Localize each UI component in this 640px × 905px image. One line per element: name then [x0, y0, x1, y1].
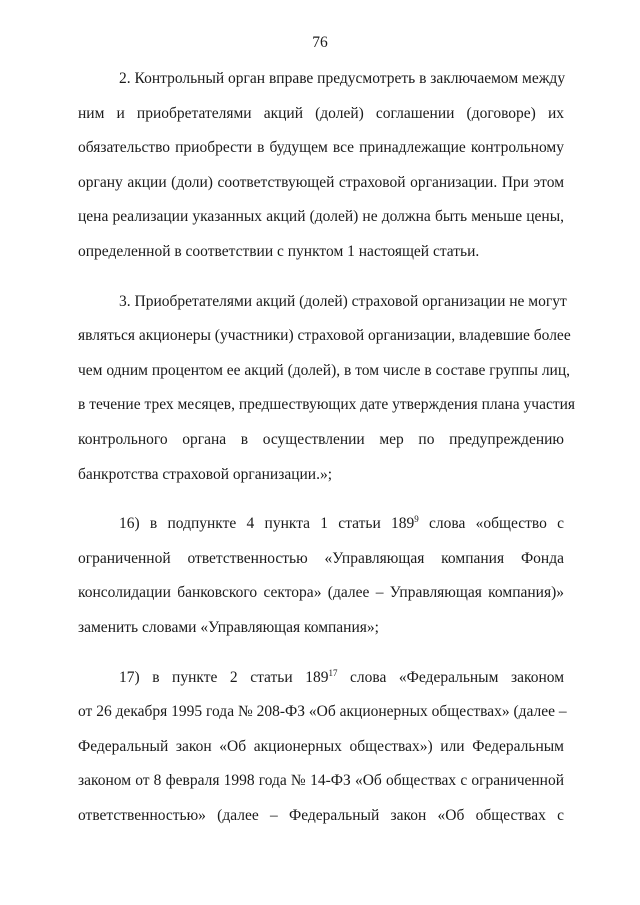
- text-line: ответственностью» (далее – Федеральный закон «Об обществах с: [78, 806, 564, 824]
- text-fragment: слова «Федеральным законом: [337, 668, 565, 686]
- text-line: определенной в соответствии с пунктом 1 настоящей статьи.: [78, 242, 480, 260]
- document-body: [78, 62, 576, 848]
- text-line: чем одним процентом ее акций (долей), в том числе в составе группы лиц,: [78, 361, 571, 379]
- text-line: банкротства страховой организации.»;: [78, 465, 333, 483]
- text-line: 2. Контрольный орган вправе предусмотреть в заключаемом между: [119, 70, 566, 87]
- item-17: [78, 661, 567, 834]
- text-line: Федеральный закон «Об акционерных обществах») или Федеральным: [78, 737, 564, 755]
- text-fragment: 17) в пункте 2 статьи 189: [119, 668, 329, 686]
- page-number: 76: [312, 34, 328, 51]
- paragraph-2: [78, 62, 564, 270]
- text-line: законом от 8 февраля 1998 года № 14-ФЗ «Об обществах с ограниченной: [78, 772, 564, 790]
- text-line: контрольного органа в осуществлении мер по предупреждению: [78, 430, 564, 448]
- text-line: в течение трех месяцев, предшествующих дате утверждения плана участия: [78, 396, 576, 414]
- text-line: обязательство приобрести в будущем все принадлежащие контрольному: [78, 139, 564, 157]
- text-line: цена реализации указанных акций (долей) не должна быть меньше цены,: [78, 208, 564, 226]
- text-line: органу акции (доли) соответствующей страховой организации. При этом: [78, 173, 564, 191]
- text-line: консолидации банковского сектора» (далее – Управляющая компания)»: [78, 584, 564, 602]
- text-line: ограниченной ответственностью «Управляющая компания Фонда: [78, 549, 564, 567]
- superscript: 17: [328, 667, 338, 678]
- text-line: заменить словами «Управляющая компания»;: [78, 618, 379, 636]
- paragraph-3: [78, 285, 576, 493]
- text-line: от 26 декабря 1995 года № 208-ФЗ «Об акционерных обществах» (далее –: [78, 703, 567, 721]
- text-fragment: 16) в подпункте 4 пункта 1 статьи 189: [119, 515, 415, 533]
- item-16: [78, 507, 564, 645]
- text-fragment: слова «общество с: [418, 515, 564, 533]
- superscript: 9: [414, 514, 419, 525]
- text-line: являться акционеры (участники) страховой организации, владевшие более: [78, 327, 571, 345]
- text-line: 3. Приобретателями акций (долей) страховой организации не могут: [119, 292, 567, 310]
- text-line: [78, 507, 564, 542]
- text-line: [78, 661, 564, 696]
- text-line: ним и приобретателями акций (долей) соглашении (договоре) их: [78, 104, 564, 122]
